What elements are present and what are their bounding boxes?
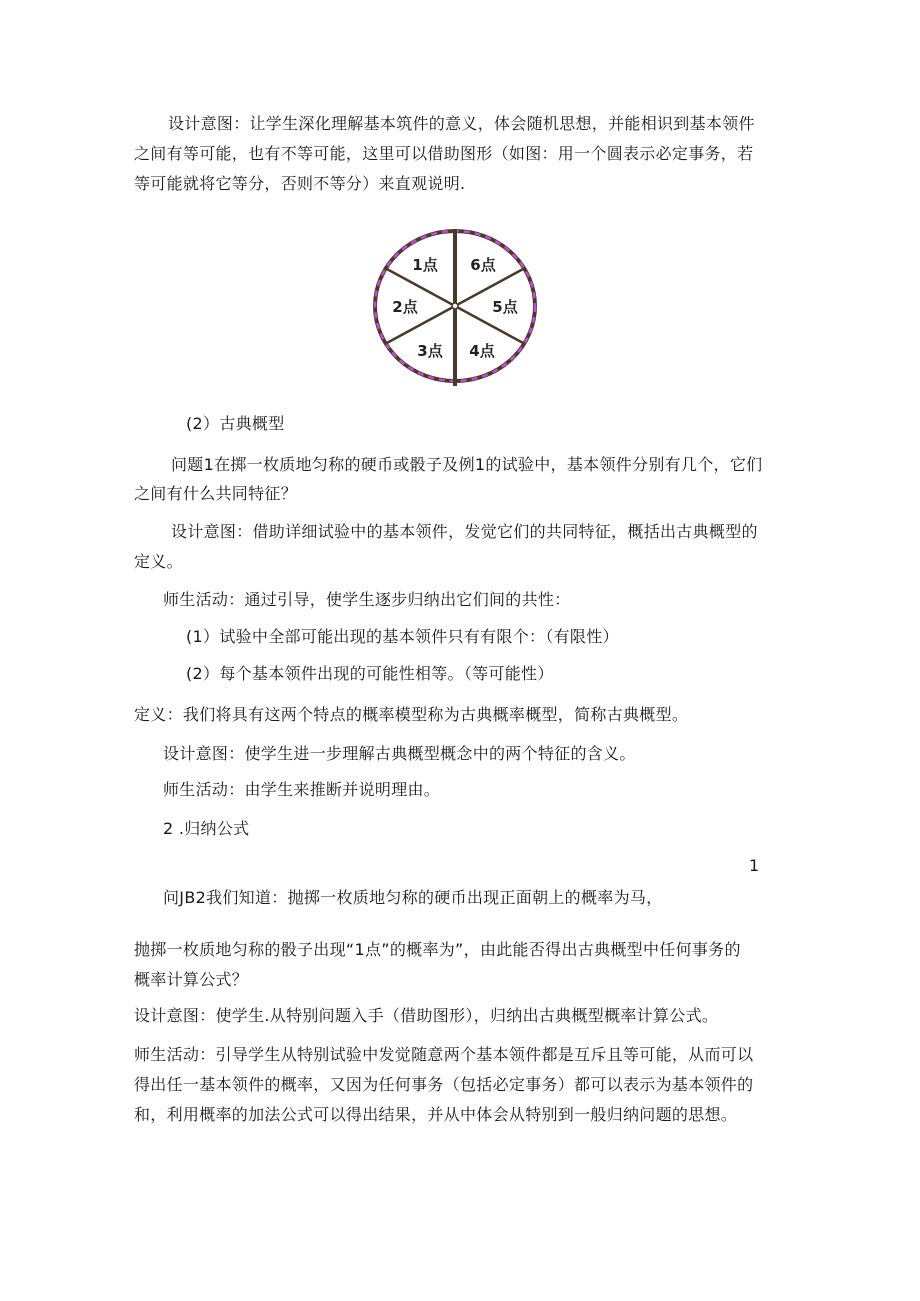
- classical-model-definition: 定义：我们将具有这两个特点的概率模型称为古典概率概型，简称古典概型。: [134, 705, 689, 724]
- teacher-activity-1: 师生活动：通过引导，使学生逐步归纳出它们间的共性：: [163, 590, 571, 609]
- design-intent-line-1: 设计意图：让学生深化理解基本筑件的意义，体会随机思想，并能相识到基本领件: [168, 114, 755, 133]
- design-intent-3: 设计意图：使学生进一步理解古典概型概念中的两个特征的含义。: [163, 744, 636, 763]
- section-classical-model-heading: (2）古典概型: [186, 414, 285, 433]
- wheel-center: [452, 303, 458, 309]
- question1-line-2: 之间有什么共同特征？: [134, 484, 298, 503]
- teacher-activity-3-line-2: 得出任一基本领件的概率，又因为任何事务（包括必定事务）都可以表示为基本领件的: [134, 1075, 754, 1094]
- design-intent-line-2: 之间有等可能，也有不等可能，这里可以借助图形（如图：用一个圆表示必定事务，若: [134, 144, 754, 163]
- design-intent-2-line-2: 定义。: [134, 552, 183, 571]
- sector-label-5: 5点: [492, 298, 518, 316]
- sector-label-2: 2点: [392, 298, 418, 316]
- question1-line-1: 问题1在掷一枚质地匀称的硬币或骰子及例1的试验中，基本领件分别有几个，它们: [171, 455, 763, 474]
- teacher-activity-3-line-1: 师生活动：引导学生从特别试验中发觉随意两个基本领件都是互斥且等可能，从而可以: [134, 1045, 754, 1064]
- design-intent-4: 设计意图：使学生.从特别问题入手（借助图形），归纳出古典概型概率计算公式。: [134, 1006, 719, 1025]
- sector-label-3: 3点: [417, 342, 443, 360]
- teacher-activity-2: 师生活动：由学生来推断并说明理由。: [163, 780, 441, 799]
- feature-equally-likely: (2）每个基本领件出现的可能性相等。（等可能性）: [186, 664, 554, 683]
- teacher-activity-3-line-3: 和，利用概率的加法公式可以得出结果，并从中体会从特别到一般归纳问题的思想。: [134, 1105, 738, 1124]
- design-intent-2-line-1: 设计意图：借助详细试验中的基本领件，发觉它们的共同特征，概括出古典概型的: [171, 522, 758, 541]
- sector-label-4: 4点: [469, 342, 495, 360]
- sector-label-1: 1点: [412, 256, 438, 274]
- design-intent-line-3: 等可能就将它等分，否则不等分）来直观说明.: [134, 174, 466, 193]
- dice-question-line-2: 概率计算公式？: [134, 970, 249, 989]
- feature-finite: (1）试验中全部可能出现的基本领件只有有限个：（有限性）: [186, 627, 619, 646]
- fraction-numerator: 1: [749, 856, 760, 875]
- section-formula-heading: 2 .归纳公式: [163, 819, 250, 838]
- dice-question-line-1: 抛掷一枚质地匀称的骰子出现“1点”的概率为”，由此能否得出古典概型中任何事务的: [134, 940, 741, 959]
- sector-label-6: 6点: [470, 256, 496, 274]
- probability-wheel-figure: [365, 226, 545, 390]
- question2: 问JB2我们知道：抛掷一枚质地匀称的硬币出现正面朝上的概率为马，: [163, 888, 663, 907]
